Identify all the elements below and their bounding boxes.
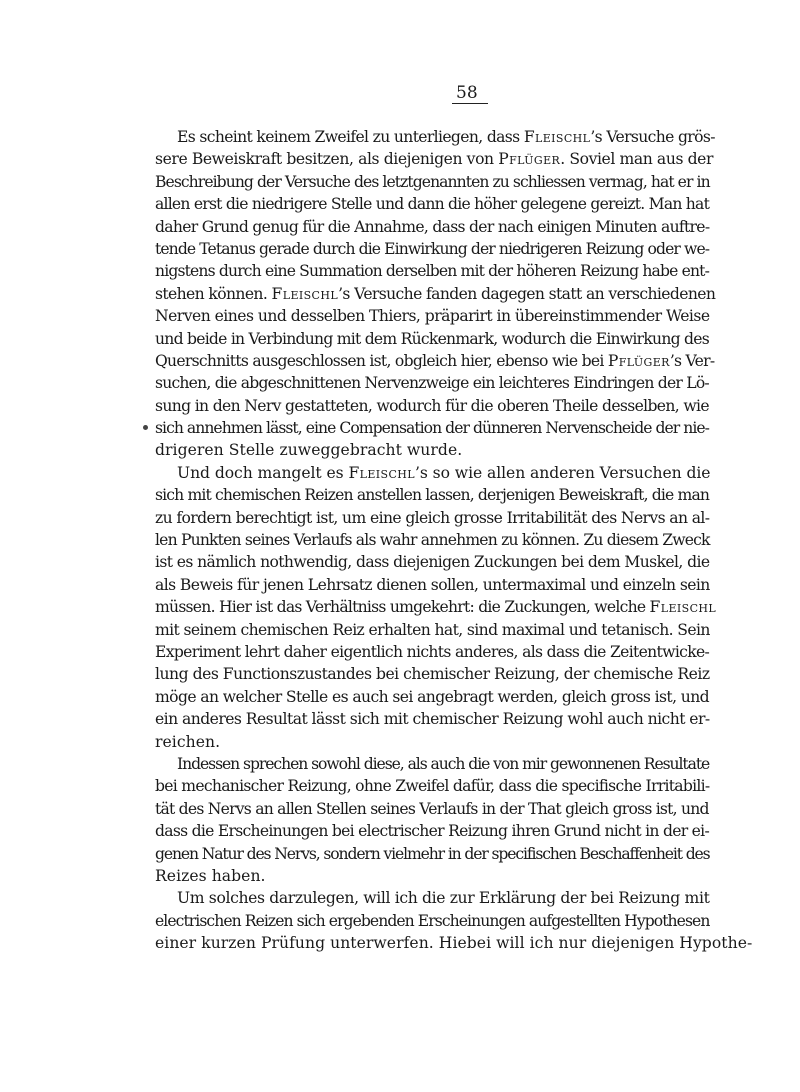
text-segment: allen erst die niedrigere Stelle und dann die höher gelegene gereizt. Man hat (155, 195, 710, 214)
text-segment: sung in den Nerv gestatteten, wodurch für die oberen Theile desselben, wie (155, 396, 709, 415)
text-segment: ’s Versuche grös- (590, 128, 715, 146)
text-line (155, 596, 717, 618)
text-line (155, 820, 713, 842)
text-line (155, 529, 713, 551)
author-name: Fleischl (271, 284, 339, 303)
text-line (155, 753, 713, 775)
text-segment: Reizes haben. (155, 866, 266, 885)
text-segment: Indessen sprechen sowohl diese, als auch die von mir gewonnenen Resultate (177, 754, 710, 773)
text-segment: mit seinem chemischen Reiz erhalten hat, sind maximal und tetanisch. Sein (155, 620, 710, 639)
text-line (155, 865, 713, 887)
text-segment: Um solches darzulegen, will ich die zur Erklärung der bei Reizung mit (177, 889, 710, 908)
text-line (155, 507, 713, 529)
text-line (155, 574, 713, 596)
text-line (155, 686, 713, 708)
text-segment: ’s so wie allen anderen Versuchen die (415, 463, 711, 482)
author-name: Fleischl (348, 463, 415, 482)
text-line (155, 148, 713, 170)
text-line (155, 283, 716, 305)
text-line (155, 350, 713, 372)
text-line (155, 798, 713, 820)
text-segment: sich annehmen lässt, eine Compensation der dünneren Nervenscheide der nie- (155, 419, 709, 438)
text-line (155, 439, 713, 461)
text-segment: Beschreibung der Versuche des letztgenannten zu schliessen vermag, hat er in (155, 172, 710, 191)
text-segment: reichen. (155, 732, 221, 751)
text-line (155, 551, 713, 573)
text-segment: suchen, die abgeschnittenen Nervenzweige ein leichteres Eindringen der Lö- (155, 374, 709, 393)
text-segment: ist es nämlich nothwendig, dass diejenigen Zuckungen bei dem Muskel, die (155, 553, 710, 572)
text-segment: ’s Versuche fanden dagegen statt an verschiedenen (338, 284, 716, 303)
text-segment: len Punkten seines Verlaufs als wahr annehmen zu können. Zu diesem Zweck (155, 531, 710, 550)
text-line (155, 641, 713, 663)
text-line (155, 216, 713, 238)
text-line (155, 932, 753, 954)
text-segment: electrischen Reizen sich ergebenden Erscheinungen aufgestellten Hypothesen (155, 911, 710, 930)
text-line (155, 305, 713, 327)
text-segment: müssen. Hier ist das Verhältniss umgekehrt: die Zuckungen, welche (155, 598, 650, 617)
text-segment: ’s Ver- (669, 351, 715, 370)
author-name: Fleischl (649, 598, 717, 617)
text-segment: Nerven eines und desselben Thiers, präparirt in übereinstimmender Weise (155, 307, 710, 326)
text-segment: als Beweis für jenen Lehrsatz dienen sollen, untermaximal und einzeln sein (155, 575, 710, 594)
body-text (155, 126, 753, 954)
author-name: Pflüger (607, 351, 670, 370)
text-line (155, 663, 713, 685)
text-line (155, 171, 713, 193)
text-segment: sere Beweiskraft besitzen, als diejenigen von (155, 150, 499, 169)
text-segment: tende Tetanus gerade durch die Einwirkung der niedrigeren Reizung oder we- (155, 239, 710, 258)
page-number: 58 (452, 83, 488, 104)
text-line (155, 328, 713, 350)
text-segment: dass die Erscheinungen bei electrischer Reizung ihren Grund nicht in der ei- (155, 822, 709, 841)
text-segment: möge an welcher Stelle es auch sei angebragt werden, gleich gross ist, und (155, 687, 710, 706)
text-line (155, 193, 713, 215)
text-line (155, 395, 713, 417)
text-line (155, 372, 713, 394)
text-line (155, 126, 713, 148)
text-segment: lung des Functionszustandes bei chemischer Reizung, der chemische Reiz (155, 665, 710, 684)
text-segment: Experiment lehrt daher eigentlich nichts anderes, als dass die Zeitentwicke- (155, 642, 710, 661)
text-segment: ein anderes Resultat lässt sich mit chemischer Reizung wohl auch nicht er- (155, 710, 710, 729)
margin-dot (143, 425, 148, 430)
text-segment: nigstens durch eine Summation derselben mit der höheren Reizung habe ent- (155, 262, 710, 281)
text-line (155, 887, 713, 909)
text-segment: . Soviel man aus der (560, 150, 714, 169)
text-line (155, 619, 713, 641)
author-name: Pflüger (498, 150, 561, 169)
text-segment: stehen können. (155, 284, 272, 303)
author-name: Fleischl (523, 128, 591, 146)
text-segment: sich mit chemischen Reizen anstellen lassen, derjenigen Beweiskraft, die man (155, 486, 710, 505)
text-segment: einer kurzen Prüfung unterwerfen. Hiebei will ich nur diejenigen Hypothe- (155, 934, 753, 953)
text-line (155, 731, 713, 753)
text-segment: und beide in Verbindung mit dem Rückenmark, wodurch die Einwirkung des (155, 329, 709, 348)
text-segment: bei mechanischer Reizung, ohne Zweifel dafür, dass die specifische Irritabili- (155, 777, 710, 796)
text-segment: tät des Nervs an allen Stellen seines Verlaufs in der That gleich gross ist, und (155, 799, 709, 818)
text-segment: Querschnitts ausgeschlossen ist, obgleich hier, ebenso wie bei (155, 351, 608, 370)
text-line (155, 910, 713, 932)
text-segment: Und doch mangelt es (177, 463, 349, 482)
text-line (155, 462, 713, 484)
text-line (155, 708, 713, 730)
text-line (155, 843, 713, 865)
text-segment: zu fordern berechtigt ist, um eine gleich grosse Irritabilität des Nervs an al- (155, 508, 710, 527)
text-line (155, 260, 713, 282)
text-segment: daher Grund genug für die Annahme, dass der nach einigen Minuten auftre- (155, 217, 710, 236)
text-line (155, 238, 713, 260)
text-line (155, 775, 713, 797)
text-line (155, 417, 713, 439)
text-line (155, 484, 713, 506)
text-segment: genen Natur des Nervs, sondern vielmehr in der specifischen Beschaffenheit des (155, 844, 710, 863)
text-segment: drigeren Stelle zuweggebracht wurde. (155, 441, 463, 460)
text-segment: Es scheint keinem Zweifel zu unterliegen, dass (177, 128, 524, 146)
